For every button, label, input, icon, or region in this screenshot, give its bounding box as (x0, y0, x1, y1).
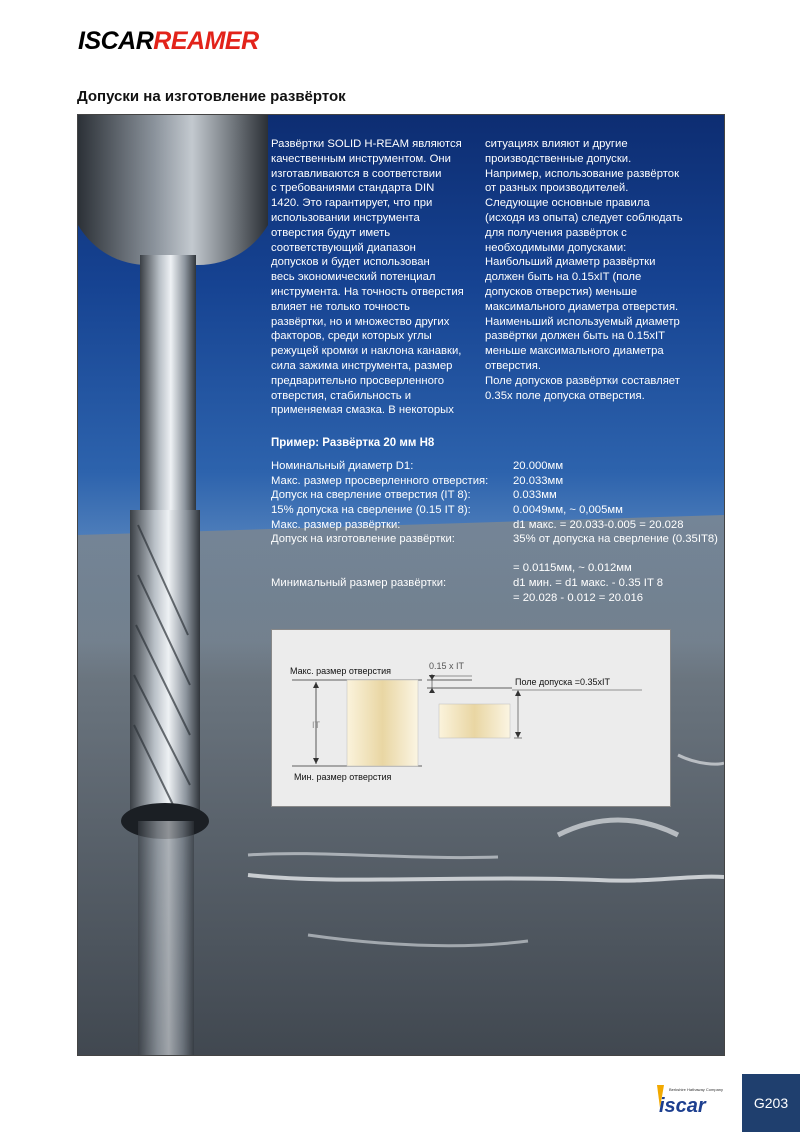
it-label: IT (312, 720, 320, 730)
example-value: = 0.0115мм, ~ 0.012мм (513, 562, 632, 574)
example-label: Макс. размер развёртки: (271, 519, 401, 531)
iscar-logo (655, 1082, 737, 1122)
body-text-col1: Развёртки SOLID H-REAM являются качественным инструментом. Они изготавливаются в соответствии с требованиями стандарта DIN 1420. Это гарантирует, что при использовании инструмента отверстия будут иметь соответствующий диапазон допусков и будет использован весь экономический потенциал инструмента. На точность отверстия влияет не только точность развёртки, но и множество других факторов, среди которых углы режущей кромки и наклона канавки, сила зажима инструмента, размер предварительно просверленного отверстия, стабильность и применяемая смазка. В некоторых (271, 138, 464, 417)
example-label: 15% допуска на сверление (0.15 IT 8): (271, 504, 471, 516)
example-value: d1 мин. = d1 макс. - 0.35 IT 8 (513, 577, 664, 589)
example-title: Пример: Развёртка 20 мм H8 (271, 437, 435, 449)
iscar-logo-graphic (655, 1082, 737, 1122)
max-hole-label: Макс. размер отверстия (290, 666, 392, 676)
example-label: Макс. размер просверленного отверстия: (271, 475, 489, 487)
reamer-tolerance-field (439, 704, 510, 738)
example-value: 0.0049мм, ~ 0,005мм (513, 504, 623, 516)
page-title: Допуски на изготовление развёрток (77, 88, 346, 105)
example-value: 20.033мм (513, 475, 564, 487)
logo-wordmark: iscar (659, 1095, 706, 1117)
body-text-col2: ситуациях влияют и другие производственные допуски. Например, использование развёрток от разных производителей. Следующие основные правила (исходя из опыта) следует соблюдать для получения развёрток с необходимыми допусками: Наибольший диаметр развёртки должен быть на 0.15xIT (поле допусков отверстия) меньше максимального диаметра отверстия. Наименьший используемый диаметр развёртки должен быть на 0.15xIT меньше максимального диаметра отверстия. Поле допусков развёртки составляет 0.35x поле допуска отверстия. (485, 138, 683, 402)
brand-iscar: ISCAR (78, 27, 154, 55)
example-label: Минимальный размер развёртки: (271, 577, 447, 589)
example-value: = 20.028 - 0.012 = 20.016 (513, 592, 644, 604)
brand-logo (78, 29, 259, 54)
reamer-photo (77, 114, 725, 1056)
hole-tolerance-field (347, 680, 418, 766)
logo-tagline: Berkshire Hathaway Company (669, 1087, 724, 1092)
example-value: d1 макс. = 20.033-0.005 = 20.028 (513, 519, 684, 531)
example-label: Допуск на изготовление развёртки: (271, 533, 455, 545)
page-number: G203 (742, 1074, 800, 1132)
offset-label: 0.15 x IT (429, 661, 465, 671)
tolerance-diagram-graphic (272, 630, 670, 806)
example-value: 35% от допуска на сверление (0.35IT8) (513, 533, 718, 545)
example-label: Допуск на сверление отверстия (IT 8): (271, 489, 471, 501)
min-hole-label: Мин. размер отверстия (294, 772, 392, 782)
example-value: 0.033мм (513, 489, 557, 501)
example-label: Номинальный диаметр D1: (271, 460, 414, 472)
brand-reamer: REAMER (153, 27, 259, 55)
example-value: 20.000мм (513, 460, 564, 472)
tolerance-field-label: Поле допуска =0.35xIT (515, 677, 610, 687)
tolerance-diagram (271, 629, 671, 807)
